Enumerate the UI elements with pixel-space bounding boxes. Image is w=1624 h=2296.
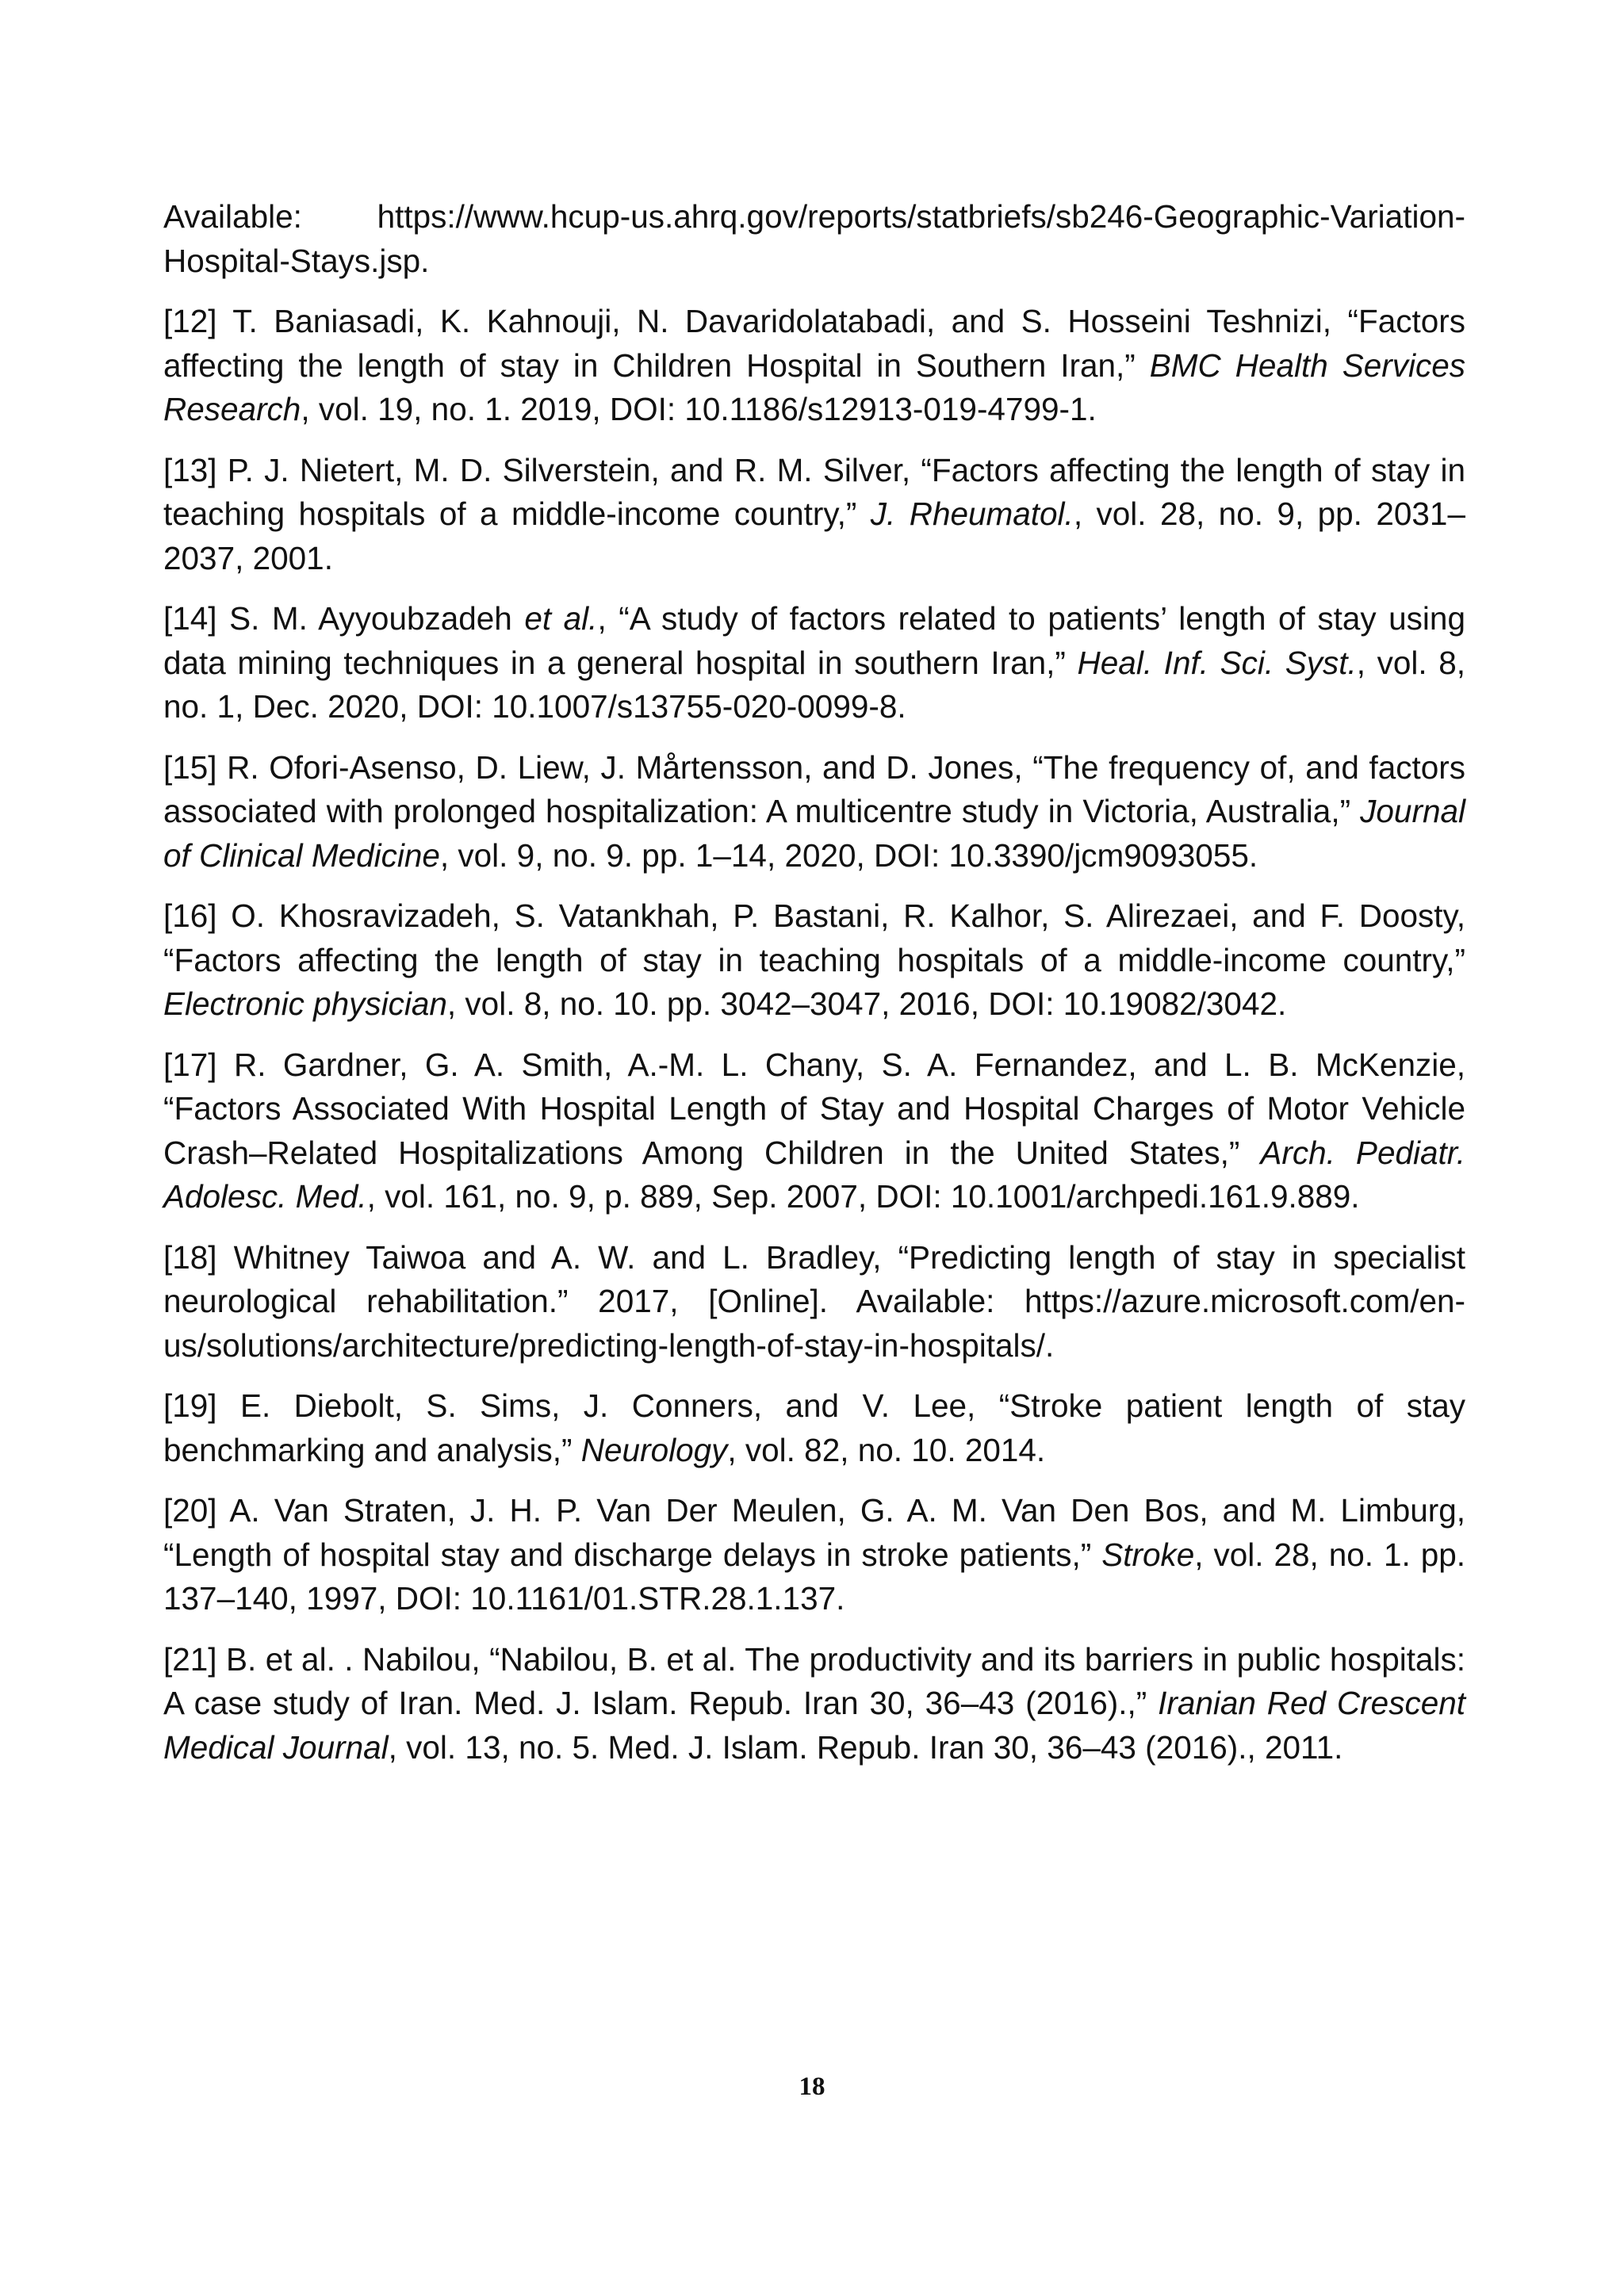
reference-italic-segment: Heal. Inf. Sci. Syst. [1077,644,1357,681]
reference-italic-segment: Iranian Red Crescent Medical Journal [163,1685,1465,1766]
reference-segment: [13] P. J. Nietert, M. D. Silverstein, and R. M. Silver, “Factors affecting the length of stay in teaching hospitals of a middle-income country,” [163,451,1465,532]
reference-segment: [17] R. Gardner, G. A. Smith, A.-M. L. Chany, S. A. Fernandez, and L. B. McKenzie, “Factors Associated With Hospital Length of Stay and Hospital Charges of Motor Vehicle Crash–Related Hospitalizations Among Children in the United States,” [163,1046,1465,1171]
reference-url-part-2: Hospital-Stays.jsp. [163,242,430,279]
reference-segment: , vol. 9, no. 9. pp. 1–14, 2020, DOI: 10.3390/jcm9093055. [439,836,1258,874]
reference-italic-segment: Arch. Pediatr. Adolesc. Med. [163,1134,1465,1215]
reference-segment: , vol. 8, no. 1, Dec. 2020, DOI: 10.1007/s13755-020-0099-8. [163,644,1465,725]
reference-text [163,1638,1465,1770]
available-label: Available: [163,198,302,235]
reference-italic-segment: Stroke [1101,1536,1195,1573]
reference-segment: [12] T. Baniasadi, K. Kahnouji, N. Davaridolatabadi, and S. Hosseini Teshnizi, “Factors affecting the length of stay in Children Hospital in Southern Iran,” [163,303,1465,384]
reference-url-part-1: https://www.hcup-us.ahrq.gov/reports/statbriefs/sb246-Geographic-Variation- [377,198,1465,235]
reference-entry [163,1384,1465,1472]
reference-entry [163,1043,1465,1219]
reference-italic-segment: BMC Health Services Research [163,346,1466,427]
reference-segment: [19] E. Diebolt, S. Sims, J. Conners, and V. Lee, “Stroke patient length of stay benchmarking and analysis,” [163,1387,1465,1468]
reference-segment: , vol. 161, no. 9, p. 889, Sep. 2007, DOI: 10.1001/archpedi.161.9.889. [366,1178,1360,1215]
reference-segment: , vol. 19, no. 1. 2019, DOI: 10.1186/s12913-019-4799-1. [301,391,1097,427]
reference-entry [163,597,1465,729]
reference-entry [163,300,1465,432]
reference-segment: , vol. 28, no. 1. pp. 137–140, 1997, DOI: 10.1161/01.STR.28.1.137. [163,1536,1465,1617]
reference-text [163,1384,1465,1472]
reference-segment: , vol. 28, no. 9, pp. 2031–2037, 2001. [163,496,1465,576]
reference-segment: , vol. 8, no. 10. pp. 3042–3047, 2016, DOI: 10.19082/3042. [446,985,1287,1022]
reference-text [163,1043,1465,1219]
reference-continuation [163,195,1465,283]
reference-italic-segment: Journal of Clinical Medicine [163,793,1465,874]
reference-text [163,300,1465,432]
reference-italic-segment: Neurology [580,1431,728,1468]
reference-entry [163,1489,1465,1621]
reference-entry [163,894,1465,1027]
reference-segment: , “A study of factors related to patients’ length of stay using data mining techniques in a general hospital in southern Iran,” [163,600,1465,681]
reference-list [163,195,1465,1786]
reference-segment: , vol. 13, no. 5. Med. J. Islam. Repub. Iran 30, 36–43 (2016)., 2011. [388,1728,1343,1766]
reference-segment: [15] R. Ofori-Asenso, D. Liew, J. Mårtensson, and D. Jones, “The frequency of, and factors associated with prolonged hospitalization: A multicentre study in Victoria, Australia,” [163,748,1465,829]
reference-entries [163,300,1465,1770]
reference-segment: [14] S. M. Ayyoubzadeh [163,600,525,637]
reference-entry [163,449,1465,581]
reference-italic-segment: et al. [524,600,598,637]
reference-entry [163,1638,1465,1770]
page-number: 18 [799,2072,825,2101]
reference-segment: [21] B. et al. . Nabilou, “Nabilou, B. et al. The productivity and its barriers in public hospitals: A case study of Iran. Med. J. Islam. Repub. Iran 30, 36–43 (2016).,” [163,1640,1465,1721]
reference-segment: [18] Whitney Taiwoa and A. W. and L. Bradley, “Predicting length of stay in specialist neurological rehabilitation.” 2017, [Online]. Available: https://azure.microsoft.com/en-us/solutions/architecture/predicting-length-of-stay-in-hospitals/. [163,1238,1465,1364]
reference-text [163,894,1465,1027]
reference-entry [163,746,1465,878]
reference-segment: [20] A. Van Straten, J. H. P. Van Der Meulen, G. A. M. Van Den Bos, and M. Limburg, “Length of hospital stay and discharge delays in stroke patients,” [163,1492,1465,1573]
reference-text [163,597,1465,729]
reference-continuation-line [163,195,1465,239]
reference-text [163,746,1465,878]
reference-entry [163,1236,1465,1368]
reference-segment: , vol. 82, no. 10. 2014. [727,1431,1046,1468]
reference-text [163,449,1465,581]
reference-italic-segment: Electronic physician [163,985,447,1022]
reference-segment: [16] O. Khosravizadeh, S. Vatankhah, P. Bastani, R. Kalhor, S. Alirezaei, and F. Doosty, “Factors affecting the length of stay in teaching hospitals of a middle-income country,” [163,897,1465,978]
reference-text [163,1236,1465,1368]
reference-italic-segment: J. Rheumatol. [870,496,1074,532]
reference-text [163,1489,1465,1621]
